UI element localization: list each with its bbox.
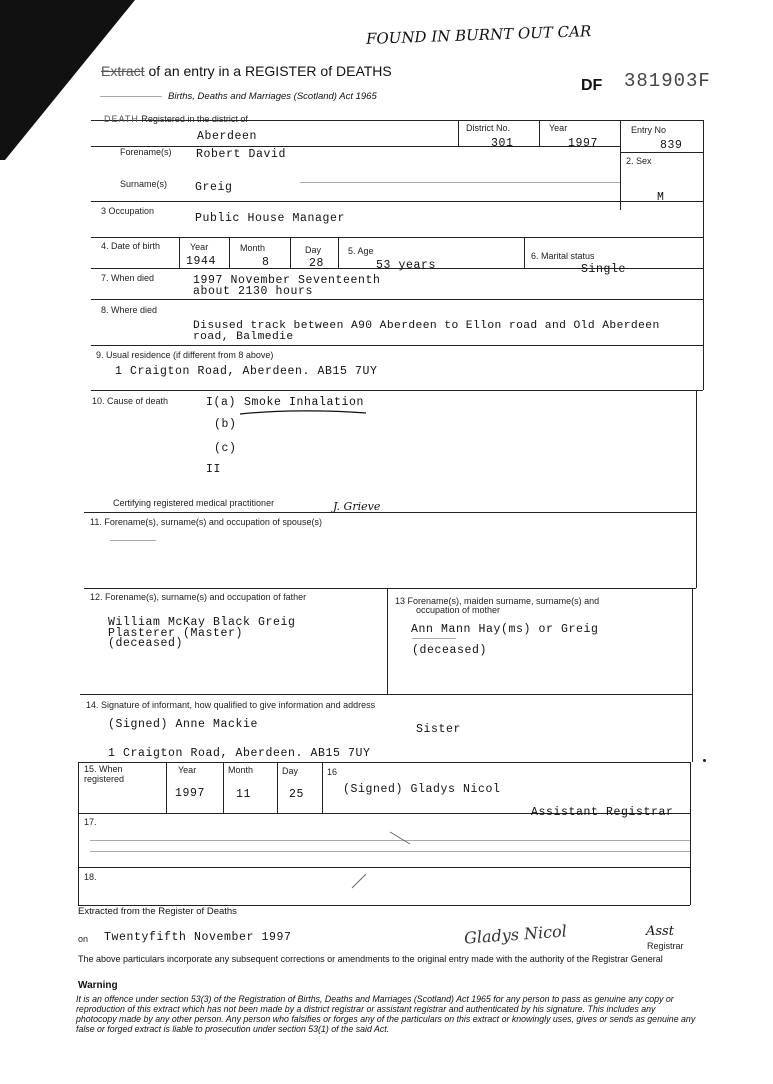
occupation-value: Public House Manager: [195, 212, 346, 225]
where-died-label: 8. Where died: [101, 305, 158, 315]
document-title: [101, 63, 392, 79]
mother-label-line2: occupation of mother: [416, 605, 501, 615]
district-no-value: 301: [491, 137, 514, 150]
sex-value: M: [657, 191, 665, 204]
scan-corner-shadow: [0, 0, 140, 165]
surname-value: Greig: [195, 181, 233, 194]
occupation-label: 3 Occupation: [101, 206, 155, 216]
registered-month-label: Month: [228, 765, 254, 775]
cause-label: 10. Cause of death: [92, 396, 169, 406]
when-died-label: 7. When died: [101, 273, 155, 283]
forenames-value: Robert David: [196, 148, 287, 161]
age-label: 5. Age: [348, 246, 374, 256]
informant-signed: (Signed) Anne Mackie: [108, 718, 259, 731]
registered-day-value: 25: [289, 788, 305, 801]
spouse-label: 11. Forename(s), surname(s) and occupation of spouse(s): [90, 517, 322, 527]
title-prefix: Extract: [101, 63, 145, 79]
father-line2: Plasterer (Master): [108, 627, 244, 640]
dob-label: 4. Date of birth: [101, 241, 161, 251]
registrar-signed: (Signed) Gladys Nicol: [343, 783, 501, 796]
mother-line1: Ann Mann Hay(ms) or Greig: [411, 623, 599, 636]
box17-label: 17.: [84, 817, 97, 827]
where-died-line1: Disused track between A90 Aberdeen to Ellon road and Old Aberdeen: [193, 320, 660, 332]
father-line1: William McKay Black Greig: [108, 616, 296, 629]
cause-ia-value: Smoke Inhalation: [244, 396, 365, 409]
year-value: 1997: [568, 137, 599, 150]
age-value: 53 years: [376, 259, 437, 272]
sex-label: 2. Sex: [626, 156, 652, 166]
forenames-label: Forename(s): [120, 147, 172, 157]
registered-label: 15. When registered: [84, 764, 125, 784]
informant-label: 14. Signature of informant, how qualified to give information and address: [86, 700, 376, 710]
informant-relation: Sister: [416, 723, 462, 736]
entry-no-value: 839: [660, 139, 683, 152]
mother-line2: (deceased): [412, 644, 488, 657]
serial-number: 381903F: [624, 70, 711, 92]
surname-label: Surname(s): [120, 179, 168, 189]
registered-year-label: Year: [178, 765, 197, 775]
registrar-title: Assistant Registrar: [531, 806, 674, 819]
box18-label: 18.: [84, 872, 97, 882]
form-code: DF: [581, 77, 603, 94]
cause-ia-label: I(a): [206, 396, 237, 409]
cause-ii-label: II: [206, 463, 222, 476]
marital-value: Single: [581, 263, 627, 276]
warning-title: Warning: [78, 980, 118, 991]
registered-year-value: 1997: [175, 787, 206, 800]
certifying-value: J. Grieve: [333, 500, 381, 513]
pen-marks: [340, 830, 420, 890]
residence-label: 9. Usual residence (if different from 8 above): [96, 350, 274, 360]
birth-year-value: 1944: [186, 255, 217, 268]
certifying-label: Certifying registered medical practitioner: [113, 498, 275, 508]
cause-b-label: (b): [214, 418, 237, 431]
registered-month-value: 11: [236, 788, 252, 801]
birth-month-value: 8: [262, 256, 270, 269]
registered-day-label: Day: [282, 766, 299, 776]
extract-date: Twentyfifth November 1997: [104, 931, 292, 944]
registrar-sig-label: 16: [327, 767, 338, 777]
birth-year-label: Year: [190, 242, 209, 252]
birth-day-label: Day: [305, 245, 322, 255]
entry-no-label: Entry No: [631, 125, 667, 135]
registrar-label: Registrar: [647, 941, 684, 951]
when-died-line2: about 2130 hours: [193, 285, 314, 298]
father-line3: (deceased): [108, 637, 184, 650]
death-label: DEATH: [104, 114, 139, 124]
district-label: Registered in the district of: [141, 114, 248, 124]
father-label: 12. Forename(s), surname(s) and occupation of father: [90, 592, 307, 602]
cause-underline: [238, 408, 368, 418]
birth-month-label: Month: [240, 243, 266, 253]
when-died-line1: 1997 November Seventeenth: [193, 274, 381, 287]
scan-speck: [703, 759, 706, 762]
year-label: Year: [549, 123, 568, 133]
corrections-note: The above particulars incorporate any subsequent corrections or amendments to the original entry made with the authority of the Registrar General: [78, 954, 663, 964]
extracted-label: Extracted from the Register of Deaths: [78, 906, 237, 917]
handwritten-note: FOUND IN BURNT OUT CAR: [365, 22, 592, 48]
where-died-line2: road, Balmedie: [193, 331, 294, 343]
registrar-signature: Gladys Nicol: [463, 921, 568, 948]
district-no-label: District No.: [466, 123, 511, 133]
cause-c-label: (c): [214, 442, 237, 455]
act-line: Births, Deaths and Marriages (Scotland) Act 1965: [168, 91, 377, 102]
mother-label-line1: 13 Forename(s), maiden surname, surname(s) and: [395, 596, 600, 606]
district-value: Aberdeen: [197, 130, 258, 143]
registrar-sig-mark: Asst: [646, 924, 674, 939]
marital-label: 6. Marital status: [531, 251, 595, 261]
residence-value: 1 Craigton Road, Aberdeen. AB15 7UY: [115, 365, 378, 378]
title-text: of an entry in a REGISTER of DEATHS: [148, 63, 392, 79]
warning-text: It is an offence under section 53(3) of the Registration of Births, Deaths and Marriages (Scotland) Act 1965 for any person to pass as genuine any copy or reproduction of this extract which has not been made by a district registrar or assistant registrar and authenticated by his signature. This includes any photocopy made by any other person. Any person who falsifies or forges any of the particulars on this extract or knowingly uses, gives or sends as genuine any false or forged extract is liable to prosecution under section 53(1) of the said Act.: [76, 994, 696, 1034]
birth-day-value: 28: [309, 257, 325, 270]
on-label: on: [78, 934, 89, 944]
informant-address: 1 Craigton Road, Aberdeen. AB15 7UY: [108, 747, 371, 760]
